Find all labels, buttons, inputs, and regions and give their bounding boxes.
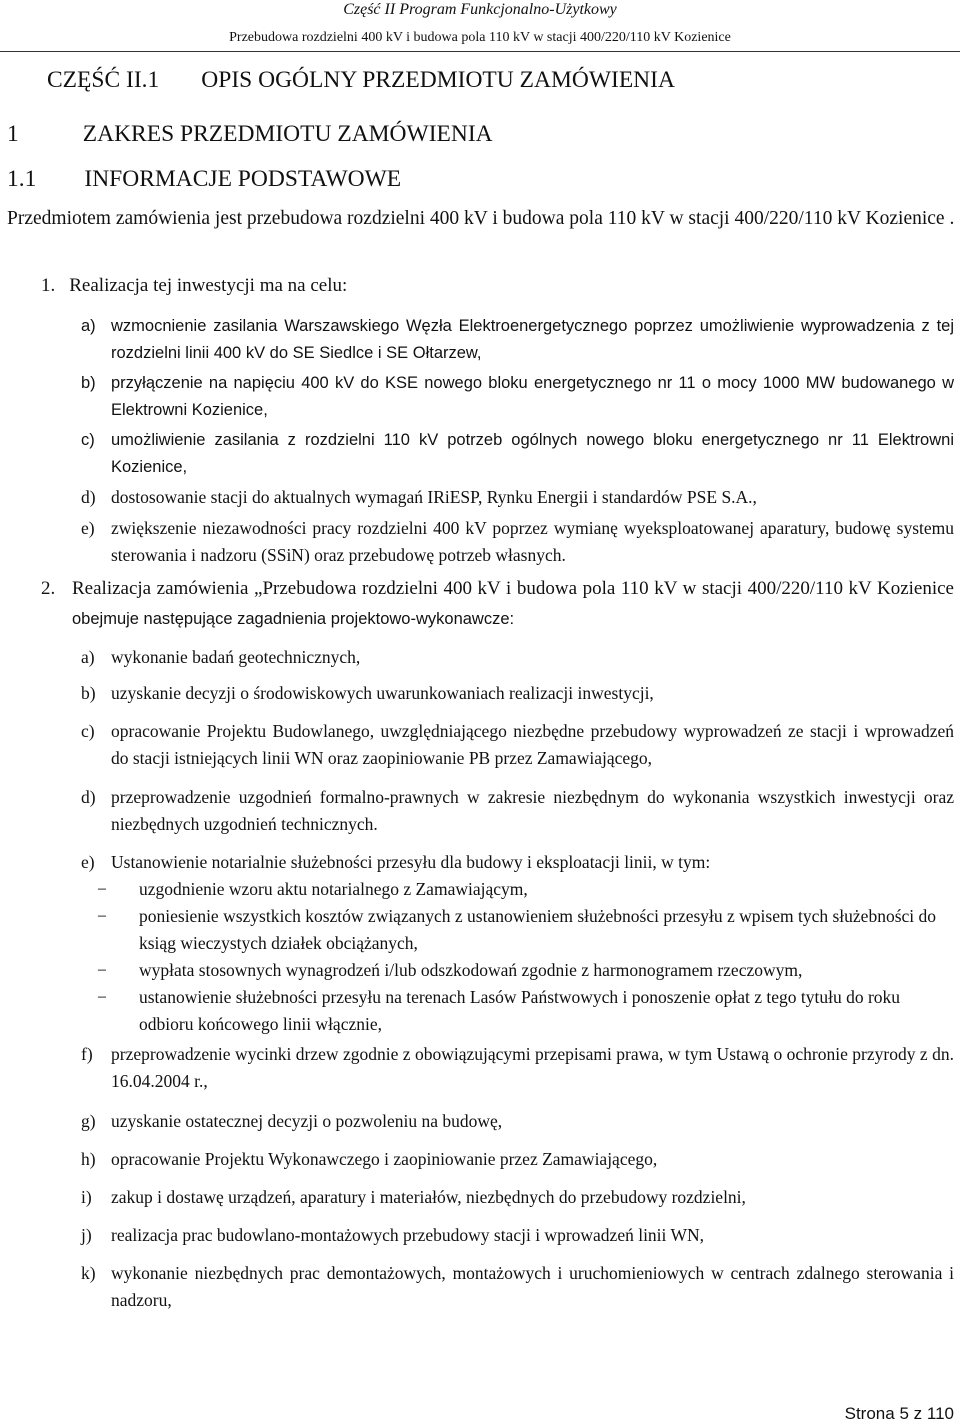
point-2-item-a [81, 644, 954, 671]
running-header-title: Część II Program Funkcjonalno-Użytkowy [343, 1, 617, 18]
item-label: a) [81, 317, 96, 335]
header-divider [0, 51, 960, 52]
item-label: h) [81, 1149, 96, 1169]
item-text: wykonanie badań geotechnicznych, [111, 647, 361, 667]
item-text: Ustanowienie notarialnie służebności przesyłu dla budowy i eksploatacji linii, w tym: [111, 852, 711, 872]
point-1-item-d [81, 484, 954, 511]
dash-marker: − [97, 906, 107, 926]
dash-marker: − [97, 987, 107, 1007]
item-text: dostosowanie stacji do aktualnych wymagań IRiESP, Rynku Energii i standardów PSE S.A., [111, 487, 757, 507]
item-label: g) [81, 1111, 96, 1131]
point-1-item-b [81, 370, 954, 424]
point-1-item-a [81, 313, 954, 367]
subsection-heading-number: 1.1 [7, 166, 37, 192]
item-text: zakup i dostawę urządzeń, aparatury i materiałów, niezbędnych do przebudowy rozdzielni, [111, 1187, 746, 1207]
point-2-number: 2. [41, 578, 56, 599]
item-label: b) [81, 683, 96, 703]
subitem-e-1 [97, 876, 954, 903]
part-heading [47, 66, 675, 94]
intro-paragraph: Przedmiotem zamówienia jest przebudowa rozdzielni 400 kV i budowa pola 110 kV w stacji 400/220/110 kV Kozienice . [7, 208, 955, 229]
subitem-text: ustanowienie służebności przesyłu na terenach Lasów Państwowych i ponoszenie opłat z tego tytułu do roku odbioru końcowego linii włącznie, [139, 987, 901, 1034]
item-label: d) [81, 487, 96, 507]
item-label: a) [81, 647, 95, 667]
item-text: umożliwienie zasilania z rozdzielni 110 kV potrzeb ogólnych nowego bloku energetycznego nr 11 Elektrowni Kozienice, [111, 431, 954, 476]
point-2-item-i [81, 1184, 954, 1211]
item-text: wykonanie niezbędnych prac demontażowych, montażowych i uruchomieniowych w centrach zdalnego sterowania i nadzoru, [111, 1263, 954, 1310]
point-2-item-j [81, 1222, 954, 1249]
page-number-footer [845, 1404, 954, 1424]
subitem-text: poniesienie wszystkich kosztów związanych z ustanowieniem służebności przesyłu z wpisem tych służebności do ksiąg wieczystych działek obciążanych, [139, 906, 937, 953]
dash-marker: − [97, 960, 107, 980]
point-2-item-e [81, 849, 954, 876]
section-heading-title: ZAKRES PRZEDMIOTU ZAMÓWIENIA [82, 121, 493, 147]
footer-total: 110 [926, 1404, 954, 1423]
point-2-item-h [81, 1146, 954, 1173]
point-1-number: 1. [41, 275, 56, 296]
footer-of: z [913, 1404, 923, 1423]
part-heading-number: CZĘŚĆ II.1 [47, 67, 160, 93]
point-2-item-f [81, 1041, 954, 1095]
item-text: zwiększenie niezawodności pracy rozdzielni 400 kV poprzez wymianę wyeksploatowanej aparatury, budowę systemu sterowania i nadzoru (SSiN) oraz przebudowę potrzeb własnych. [111, 518, 954, 565]
item-text: przyłączenie na napięciu 400 kV do KSE nowego bloku energetycznego nr 11 o mocy 1000 MW budowanego w Elektrowni Kozienice, [111, 374, 954, 419]
point-2-item-g [81, 1108, 954, 1135]
item-text: uzyskanie ostatecznej decyzji o pozwoleniu na budowę, [111, 1111, 503, 1131]
item-text: opracowanie Projektu Wykonawczego i zaopiniowanie przez Zamawiającego, [111, 1149, 658, 1169]
item-text: opracowanie Projektu Budowlanego, uwzględniającego niezbędne przebudowy wyprowadzeń ze stacji i wprowadzeń do stacji istniejących linii WN oraz zaopiniowanie PB przez Zamawiającego, [111, 721, 954, 768]
item-label: e) [81, 518, 95, 538]
item-label: k) [81, 1263, 96, 1283]
point-1-item-c [81, 427, 954, 481]
subitem-e-3 [97, 957, 954, 984]
item-text: przeprowadzenie uzgodnień formalno-prawnych w zakresie niezbędnym do wykonania wszystkich inwestycji oraz niezbędnych uzgodnień technicznych. [111, 787, 954, 834]
subitem-e-2 [97, 903, 954, 957]
item-text: realizacja prac budowlano-montażowych przebudowy stacji i wprowadzeń linii WN, [111, 1225, 705, 1245]
point-1-text: Realizacja tej inwestycji ma na celu: [69, 275, 348, 296]
item-label: e) [81, 852, 95, 872]
item-label: d) [81, 787, 96, 807]
item-label: c) [81, 721, 95, 741]
item-label: b) [81, 374, 96, 392]
point-1 [41, 272, 347, 300]
dash-marker: − [97, 879, 107, 899]
point-2-text-b: obejmuje następujące zagadnienia projektowo-wykonawcze: [72, 610, 515, 628]
item-text: wzmocnienie zasilania Warszawskiego Węzła Elektroenergetycznego poprzez umożliwienie wyprowadzenia z tej rozdzielni linii 400 kV do SE Siedlce i SE Ołtarzew, [111, 317, 954, 362]
item-label: j) [81, 1225, 92, 1245]
footer-prefix: Strona [844, 1404, 895, 1423]
subitem-e-4 [97, 984, 954, 1038]
subitem-text: uzgodnienie wzoru aktu notarialnego z Zamawiającym, [139, 879, 528, 899]
item-label: c) [81, 431, 95, 449]
item-label: f) [81, 1044, 93, 1064]
subsection-heading-title: INFORMACJE PODSTAWOWE [84, 166, 402, 192]
item-text: uzyskanie decyzji o środowiskowych uwarunkowaniach realizacji inwestycji, [111, 683, 654, 703]
subsection-heading [7, 165, 401, 193]
section-heading-number: 1 [7, 121, 19, 147]
point-2-item-b [81, 680, 954, 707]
point-2-text-a: Realizacja zamówienia „Przebudowa rozdzielni 400 kV i budowa pola 110 kV w stacji 400/220/110 kV Kozienice [72, 578, 954, 599]
running-header-subtitle: Przebudowa rozdzielni 400 kV i budowa pola 110 kV w stacji 400/220/110 kV Kozienice [229, 30, 731, 45]
footer-page: 5 [899, 1404, 909, 1423]
point-2-item-c [81, 718, 954, 772]
point-2-item-d [81, 784, 954, 838]
item-text: przeprowadzenie wycinki drzew zgodnie z obowiązującymi przepisami prawa, w tym Ustawą o ochronie przyrody z dn. 16.04.2004 r., [111, 1044, 954, 1091]
part-heading-title: OPIS OGÓLNY PRZEDMIOTU ZAMÓWIENIA [201, 67, 675, 93]
point-2-item-k [81, 1260, 954, 1314]
point-2 [41, 574, 954, 634]
point-1-item-e [81, 515, 954, 569]
section-heading [7, 120, 493, 148]
subitem-text: wypłata stosownych wynagrodzeń i/lub odszkodowań zgodnie z harmonogramem rzeczowym, [139, 960, 803, 980]
item-label: i) [81, 1187, 92, 1207]
